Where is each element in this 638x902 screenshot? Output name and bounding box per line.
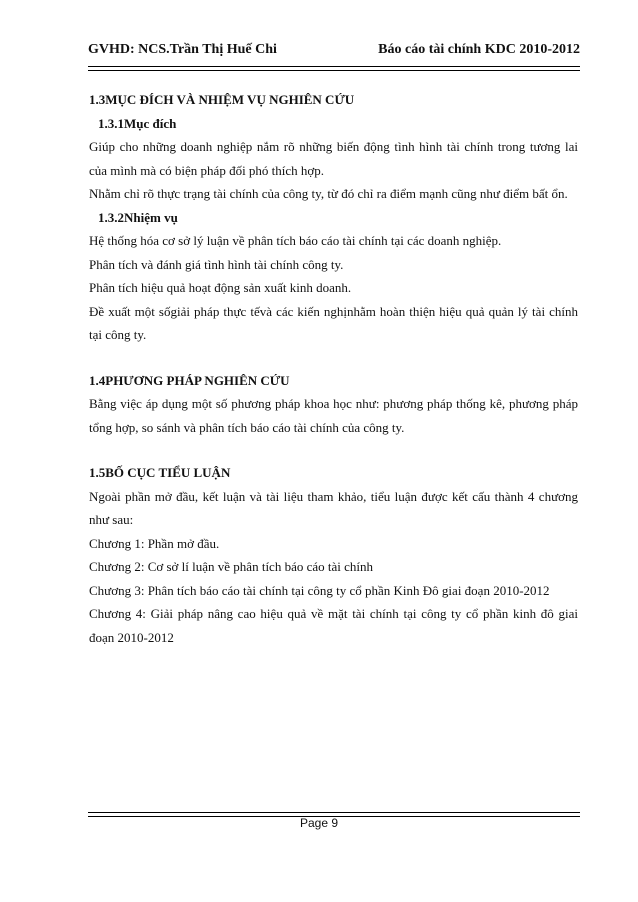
chapter-item: Chương 4: Giải pháp nâng cao hiệu quả về mặt tài chính tại công ty cổ phần kinh đô giai đoạn 2010-2012 [89, 606, 578, 645]
paragraph: Đề xuất một sốgiải pháp thực tếvà các kiến nghịnhằm hoàn thiện hiệu quả quản lý tài chính tại công ty. [89, 303, 578, 342]
section-heading-1-5: 1.5BỐ CỤC TIỂU LUẬN [89, 465, 231, 480]
section-heading-1-4: 1.4PHƯƠNG PHÁP NGHIÊN CỨU [89, 372, 290, 388]
paragraph: Hệ thống hóa cơ sở lý luận về phân tích báo cáo tài chính tại các doanh nghiệp. [89, 233, 502, 248]
section-spacer [89, 439, 578, 461]
paragraph: Phân tích hiệu quả hoạt động sản xuất kinh doanh. [89, 280, 352, 295]
section-spacer [89, 347, 578, 369]
section-heading-1-3: 1.3MỤC ĐÍCH VÀ NHIỆM VỤ NGHIÊN CỨU [89, 92, 355, 107]
paragraph: Ngoài phần mở đầu, kết luận và tài liệu tham khảo, tiểu luận được kết cấu thành 4 chương như sau: [89, 488, 578, 527]
chapter-item: Chương 1: Phần mở đầu. [89, 535, 220, 551]
chapter-item: Chương 3: Phân tích báo cáo tài chính tại công ty cổ phần Kinh Đô giai đoạn 2010-2012 [89, 582, 550, 598]
subsection-heading-1-3-1: 1.3.1Mục đích [98, 115, 177, 131]
header-report-title: Báo cáo tài chính KDC 2010-2012 [378, 42, 580, 57]
page-header [88, 42, 580, 66]
paragraph: Nhằm chỉ rõ thực trạng tài chính của công ty, từ đó chỉ ra điểm mạnh cũng như điểm bất ổn. [89, 186, 568, 201]
paragraph: Phân tích và đánh giá tình hình tài chính công ty. [89, 256, 344, 272]
header-instructor: GVHD: NCS.Trần Thị Huế Chi [88, 42, 277, 57]
page-number: Page 9 [299, 816, 339, 830]
paragraph: Bằng việc áp dụng một số phương pháp khoa học như: phương pháp thống kê, phương pháp tổng hợp, so sánh và phân tích báo cáo tài chính của công ty. [89, 396, 578, 435]
subsection-heading-1-3-2: 1.3.2Nhiệm vụ [98, 209, 178, 225]
paragraph: Giúp cho những doanh nghiệp nắm rõ những biến động tình hình tài chính trong tương lai của mình mà có biện pháp đối phó thích hợp. [89, 139, 578, 178]
page-body [89, 88, 578, 649]
chapter-item: Chương 2: Cơ sở lí luận về phân tích báo cáo tài chính [89, 559, 374, 574]
header-divider [88, 66, 580, 71]
